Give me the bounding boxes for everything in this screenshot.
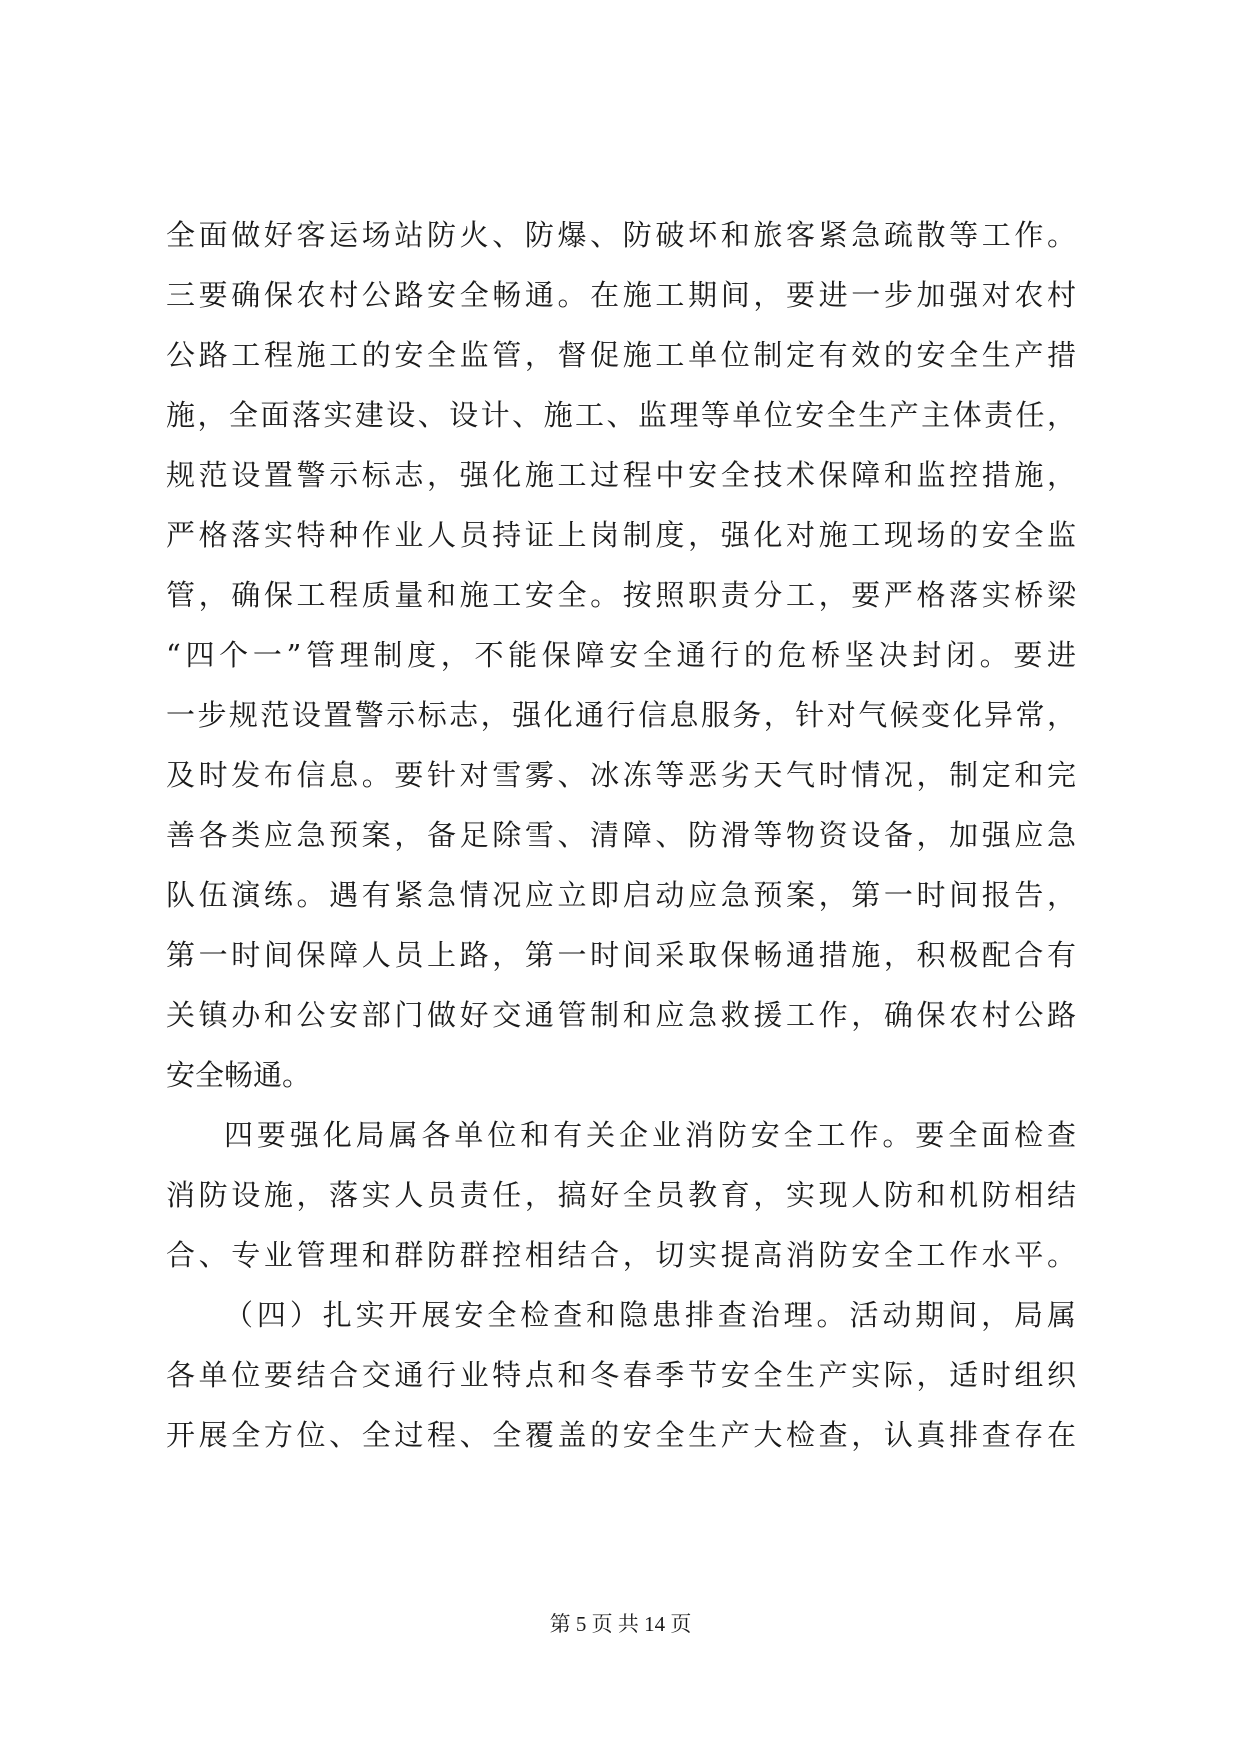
text-line: 合、专业管理和群防群控相结合，切实提高消防安全工作水平。 [166,1238,1076,1272]
text-line: 及时发布信息。要针对雪雾、冰冻等恶劣天气时情况，制定和完 [166,758,1076,792]
page-footer: 第 5 页 共 14 页 [549,1612,692,1636]
text-line: 第一时间保障人员上路，第一时间采取保畅通措施，积极配合有 [166,938,1076,972]
text-line: 各单位要结合交通行业特点和冬春季节安全生产实际，适时组织 [166,1358,1076,1392]
text-line: 管，确保工程质量和施工安全。按照职责分工，要严格落实桥梁 [166,578,1076,612]
text-line: 公路工程施工的安全监管，督促施工单位制定有效的安全生产措 [166,338,1076,372]
text-line: 开展全方位、全过程、全覆盖的安全生产大检查，认真排查存在 [166,1418,1076,1452]
text-line: 善各类应急预案，备足除雪、清障、防滑等物资设备，加强应急 [166,818,1076,852]
text-line: （四）扎实开展安全检查和隐患排查治理。活动期间，局属 [224,1298,1076,1332]
text-line: 施，全面落实建设、设计、施工、监理等单位安全生产主体责任， [166,398,1076,432]
text-line: 严格落实特种作业人员持证上岗制度，强化对施工现场的安全监 [166,518,1076,552]
text-line: 队伍演练。遇有紧急情况应立即启动应急预案，第一时间报告， [166,878,1076,912]
text-line: 安全畅通。 [166,1058,312,1092]
text-line: 四要强化局属各单位和有关企业消防安全工作。要全面检查 [224,1118,1076,1152]
text-line: 一步规范设置警示标志，强化通行信息服务，针对气候变化异常， [166,698,1076,732]
text-line: 三要确保农村公路安全畅通。在施工期间，要进一步加强对农村 [166,278,1076,312]
text-line: “四个一”管理制度，不能保障安全通行的危桥坚决封闭。要进 [166,638,1076,672]
text-line: 规范设置警示标志，强化施工过程中安全技术保障和监控措施， [166,458,1076,492]
text-line: 关镇办和公安部门做好交通管制和应急救援工作，确保农村公路 [166,998,1076,1032]
body-text [166,205,1076,1465]
text-line: 全面做好客运场站防火、防爆、防破坏和旅客紧急疏散等工作。 [166,218,1076,252]
text-line: 消防设施，落实人员责任，搞好全员教育，实现人防和机防相结 [166,1178,1076,1212]
